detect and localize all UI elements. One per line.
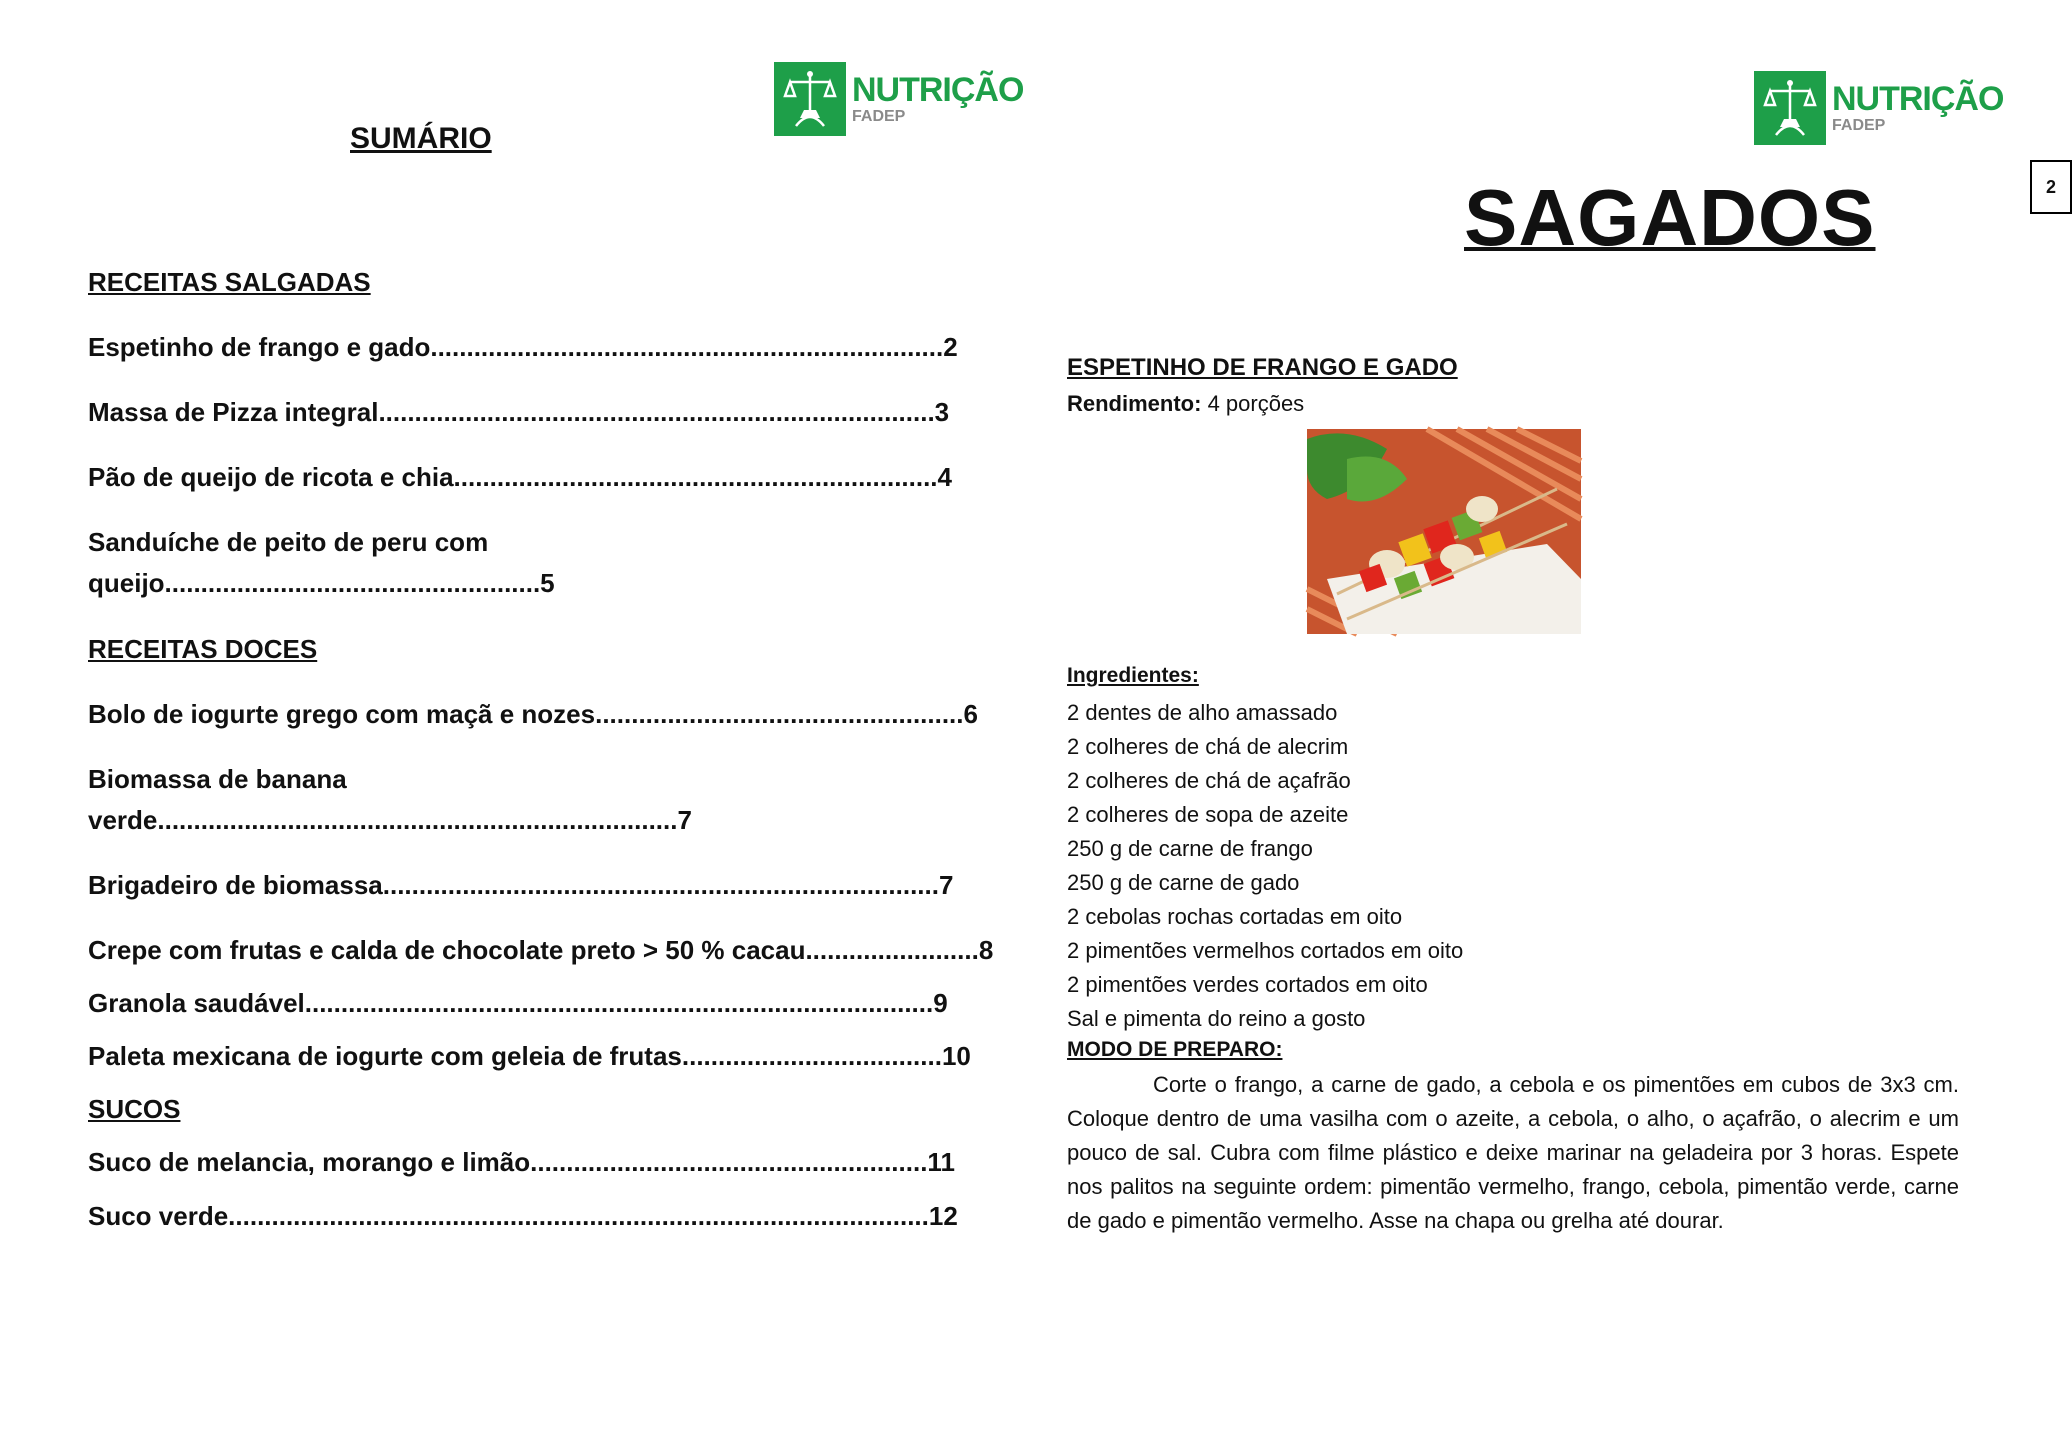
toc-entry[interactable]: Biomassa de banana [88,764,347,794]
ingredient-item: 250 g de carne de frango [1067,836,1313,861]
skewer-photo [1307,429,1581,634]
ingredient-item: 250 g de carne de gado [1067,870,1300,895]
page-number-box: 2 [2030,160,2072,214]
toc-entry[interactable]: Sanduíche de peito de peru com [88,527,489,557]
toc-entry[interactable]: Pão de queijo de ricota e chia...................................................................4 [88,462,952,492]
toc-entry[interactable]: Massa de Pizza integral.............................................................................3 [88,397,950,427]
ingredient-item: 2 cebolas rochas cortadas em oito [1067,904,1403,929]
section-heading-sucos: SUCOS [88,1094,181,1124]
logo-sub-text: FADEP [852,108,906,125]
logo-sub-text: FADEP [1832,117,1886,134]
ingredient-item: 2 colheres de sopa de azeite [1067,802,1349,827]
toc-entry[interactable]: Espetinho de frango e gado.......................................................................2 [88,332,958,362]
prep-heading: MODO DE PREPARO: [1067,1038,1283,1061]
recipe-yield [1067,391,1304,417]
toc-entry[interactable]: Suco verde.................................................................................................12 [88,1201,958,1231]
nutricao-logo [774,62,1023,136]
ingredients-list [1067,696,1463,1036]
section-heading-doces: RECEITAS DOCES [88,634,318,664]
scales-of-justice-icon [1754,71,1826,145]
ingredient-item: 2 pimentões verdes cortados em oito [1067,972,1428,997]
toc-entry[interactable]: Suco de melancia, morango e limão.......................................................11 [88,1147,955,1177]
toc-entry[interactable]: Brigadeiro de biomassa.............................................................................7 [88,870,954,900]
toc-entry[interactable]: verde........................................................................7 [88,805,692,835]
toc-entry[interactable]: Bolo de iogurte grego com maçã e nozes...................................................6 [88,699,978,729]
ingredients-heading: Ingredientes: [1067,664,1199,687]
logo-brand-text: NUTRIÇÃO [1832,80,2004,118]
toc-entry[interactable]: Granola saudável.......................................................................................9 [88,988,948,1018]
ingredient-item: Sal e pimenta do reino a gosto [1067,1006,1366,1031]
summary-page [0,0,1024,1447]
scales-of-justice-icon [774,62,846,136]
summary-title: SUMÁRIO [350,122,492,155]
recipe-title: ESPETINHO DE FRANGO E GADO [1067,354,1458,381]
yield-label: Rendimento: [1067,391,1202,416]
toc-entry[interactable]: Paleta mexicana de iogurte com geleia de frutas....................................10 [88,1041,971,1071]
ingredient-item: 2 dentes de alho amassado [1067,700,1338,725]
ingredient-item: 2 colheres de chá de alecrim [1067,734,1349,759]
section-title: SAGADOS [1464,173,1876,262]
nutricao-logo [1754,71,2003,145]
toc-entry[interactable]: Crepe com frutas e calda de chocolate preto > 50 % cacau........................8 [88,935,994,965]
ingredient-item: 2 pimentões vermelhos cortados em oito [1067,938,1464,963]
logo-brand-text: NUTRIÇÃO [852,71,1024,109]
ingredient-item: 2 colheres de chá de açafrão [1067,768,1351,793]
toc-entry[interactable]: queijo....................................................5 [88,568,555,598]
recipe-page [1024,0,2056,1447]
yield-value: 4 porções [1201,391,1305,416]
prep-instructions: Corte o frango, a carne de gado, a cebola e os pimentões em cubos de 3x3 cm. Coloque dentro de uma vasilha com o azeite, a cebola, o alho, o açafrão, o alecrim e um pouco de sal. Cubra com filme plástico e deixe marinar na geladeira por 3 horas. Espete nos palitos na seguinte ordem: pimentão vermelho, frango, cebola, pimentão verde, carne de gado e pimentão vermelho. Asse na chapa ou grelha até dourar. [1067,1072,1959,1233]
section-heading-salgadas: RECEITAS SALGADAS [88,267,371,297]
